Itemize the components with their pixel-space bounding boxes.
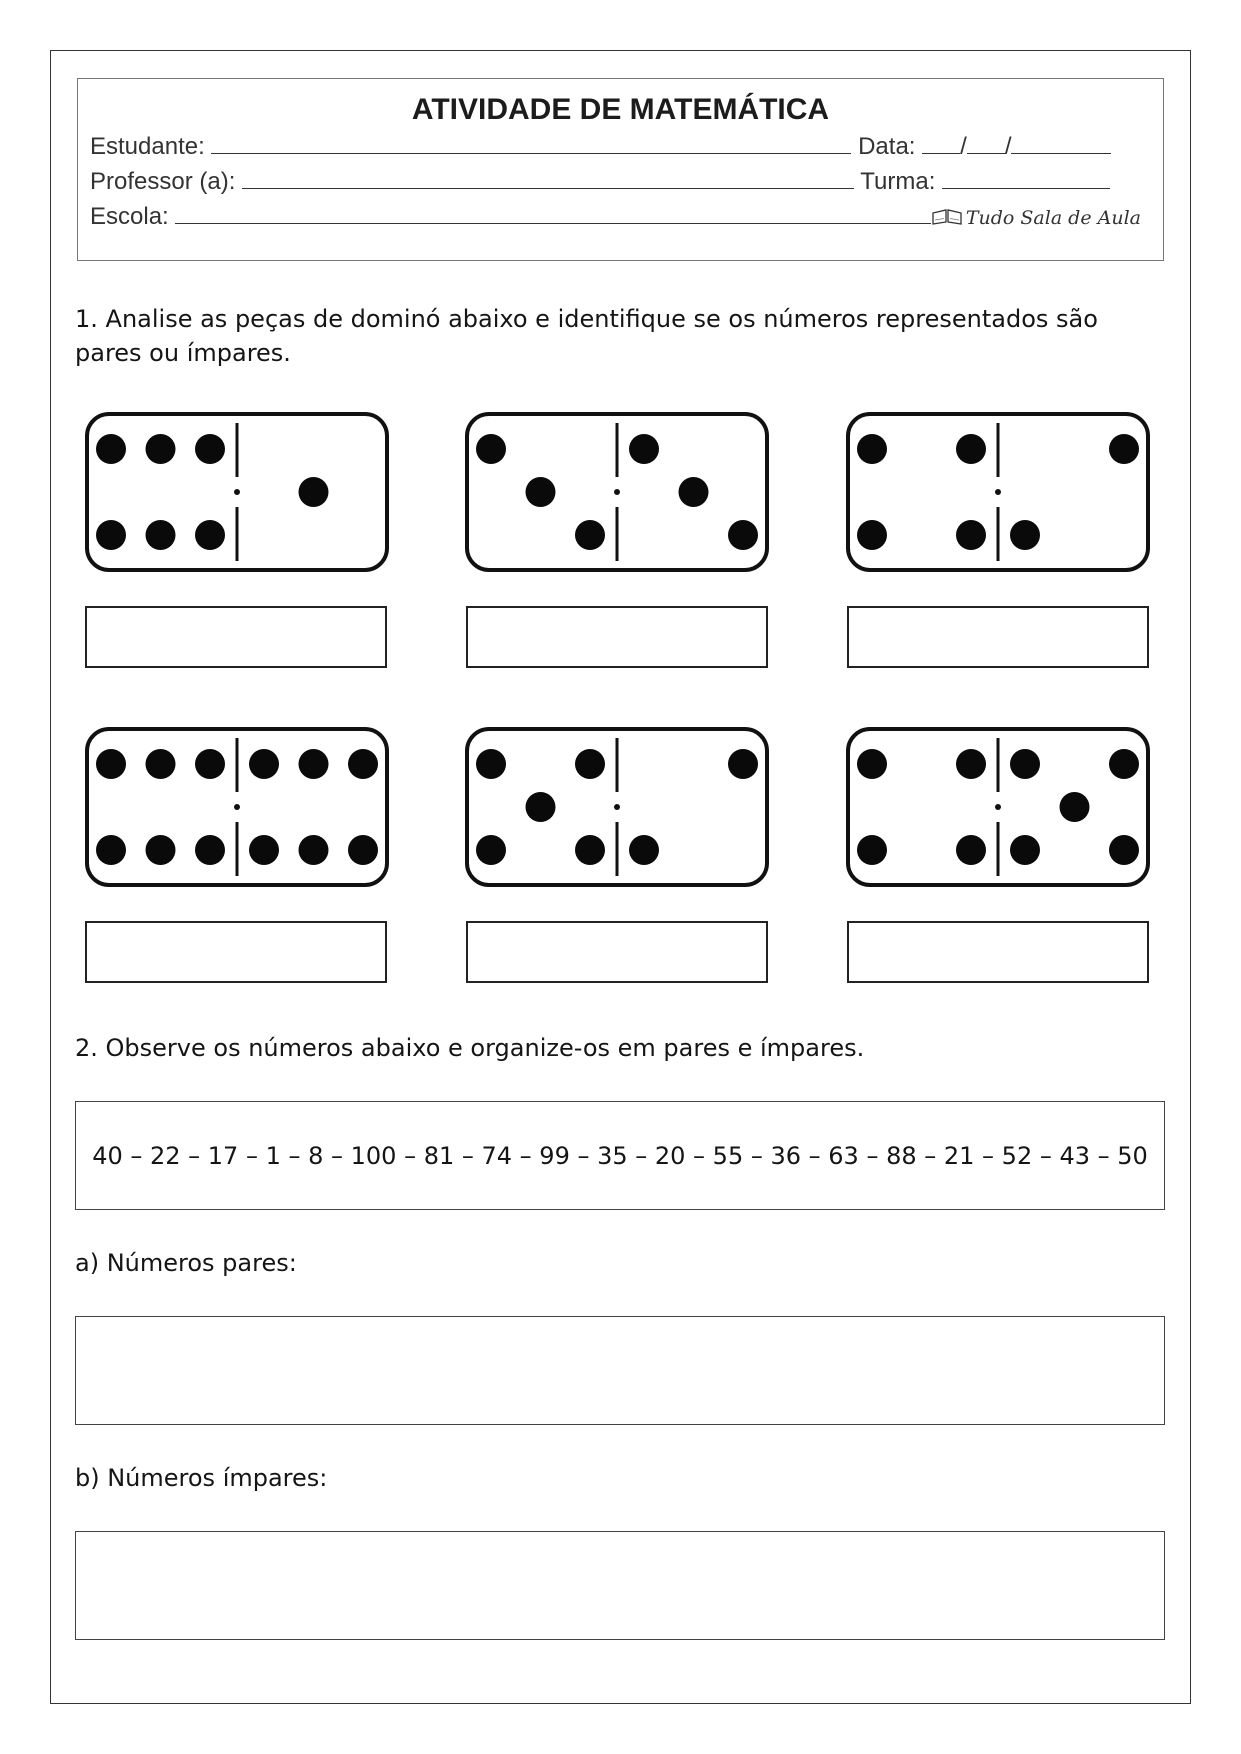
domino-pip xyxy=(249,749,279,779)
domino-pip xyxy=(96,835,126,865)
domino-pip xyxy=(299,749,329,779)
domino-pip xyxy=(1010,749,1040,779)
domino-1-answer-box[interactable] xyxy=(85,606,387,668)
school-label: Escola: xyxy=(90,203,169,230)
domino-pip xyxy=(476,749,506,779)
header-box xyxy=(77,78,1164,261)
domino-pip xyxy=(1109,835,1139,865)
domino-2-answer-box[interactable] xyxy=(466,606,768,668)
odd-numbers-answer-box[interactable] xyxy=(75,1531,1165,1640)
domino-pip xyxy=(1010,520,1040,550)
student-name-line[interactable] xyxy=(211,131,851,154)
domino-pip xyxy=(299,477,329,507)
domino-pip xyxy=(476,434,506,464)
domino-3-answer-box[interactable] xyxy=(847,606,1149,668)
school-name-line[interactable] xyxy=(175,201,931,224)
even-numbers-label: a) Números pares: xyxy=(75,1249,297,1277)
domino-pip xyxy=(1010,835,1040,865)
domino-pip xyxy=(476,835,506,865)
student-label: Estudante: xyxy=(90,133,205,160)
class-label: Turma: xyxy=(860,168,936,195)
domino-pip xyxy=(299,835,329,865)
domino-pip xyxy=(96,520,126,550)
domino-pip xyxy=(857,434,887,464)
brand-logo xyxy=(932,207,1141,229)
domino-pip xyxy=(1060,792,1090,822)
domino-pip xyxy=(146,434,176,464)
date-slash: / xyxy=(1004,133,1012,160)
domino-center-dot xyxy=(995,804,1001,810)
domino-pip xyxy=(679,477,709,507)
numbers-list-box xyxy=(75,1101,1165,1210)
domino-pip xyxy=(728,749,758,779)
domino-pip xyxy=(195,835,225,865)
question-2-text: 2. Observe os números abaixo e organize-os em pares e ímpares. xyxy=(75,1034,865,1062)
school-row xyxy=(90,201,931,231)
odd-numbers-label: b) Números ímpares: xyxy=(75,1464,328,1492)
domino-4 xyxy=(84,726,390,888)
date-month-line[interactable] xyxy=(967,131,1005,154)
domino-pip xyxy=(195,434,225,464)
domino-pip xyxy=(1109,749,1139,779)
domino-6-answer-box[interactable] xyxy=(847,921,1149,983)
domino-pip xyxy=(96,434,126,464)
domino-center-dot xyxy=(614,489,620,495)
student-row xyxy=(90,131,1111,161)
teacher-name-line[interactable] xyxy=(242,166,854,189)
domino-3 xyxy=(845,411,1151,573)
domino-pip xyxy=(857,520,887,550)
domino-pip xyxy=(728,520,758,550)
domino-pip xyxy=(526,792,556,822)
logo-text: Tudo Sala de Aula xyxy=(965,207,1141,229)
teacher-label: Professor (a): xyxy=(90,168,236,195)
date-label: Data: xyxy=(858,133,916,160)
domino-5-answer-box[interactable] xyxy=(466,921,768,983)
numbers-list: 40 – 22 – 17 – 1 – 8 – 100 – 81 – 74 – 99 – 35 – 20 – 55 – 36 – 63 – 88 – 21 – 52 – 43 – 50 xyxy=(92,1141,1148,1170)
domino-pip xyxy=(146,749,176,779)
domino-pip xyxy=(195,520,225,550)
domino-pip xyxy=(956,434,986,464)
domino-pip xyxy=(146,520,176,550)
domino-5 xyxy=(464,726,770,888)
domino-pip xyxy=(575,835,605,865)
domino-pip xyxy=(348,749,378,779)
domino-pip xyxy=(857,835,887,865)
domino-pip xyxy=(348,835,378,865)
domino-center-dot xyxy=(234,489,240,495)
domino-pip xyxy=(1109,434,1139,464)
domino-pip xyxy=(956,835,986,865)
domino-center-dot xyxy=(995,489,1001,495)
domino-pip xyxy=(249,835,279,865)
domino-pip xyxy=(956,520,986,550)
domino-1 xyxy=(84,411,390,573)
domino-2 xyxy=(464,411,770,573)
even-numbers-answer-box[interactable] xyxy=(75,1316,1165,1425)
class-line[interactable] xyxy=(942,166,1110,189)
date-day-line[interactable] xyxy=(922,131,960,154)
open-book-icon xyxy=(932,208,962,226)
domino-pip xyxy=(956,749,986,779)
domino-4-answer-box[interactable] xyxy=(85,921,387,983)
domino-pip xyxy=(96,749,126,779)
domino-pip xyxy=(575,520,605,550)
domino-pip xyxy=(195,749,225,779)
teacher-row xyxy=(90,166,1110,196)
question-1-text: 1. Analise as peças de dominó abaixo e identifique se os números representados são pares ou ímpares. xyxy=(75,305,1098,367)
domino-pip xyxy=(629,434,659,464)
domino-center-dot xyxy=(614,804,620,810)
date-year-line[interactable] xyxy=(1011,131,1111,154)
domino-6 xyxy=(845,726,1151,888)
worksheet-title: ATIVIDADE DE MATEMÁTICA xyxy=(411,93,830,126)
domino-pip xyxy=(146,835,176,865)
domino-center-dot xyxy=(234,804,240,810)
date-slash: / xyxy=(960,133,967,160)
domino-pip xyxy=(857,749,887,779)
domino-pip xyxy=(575,749,605,779)
domino-pip xyxy=(629,835,659,865)
domino-pip xyxy=(526,477,556,507)
